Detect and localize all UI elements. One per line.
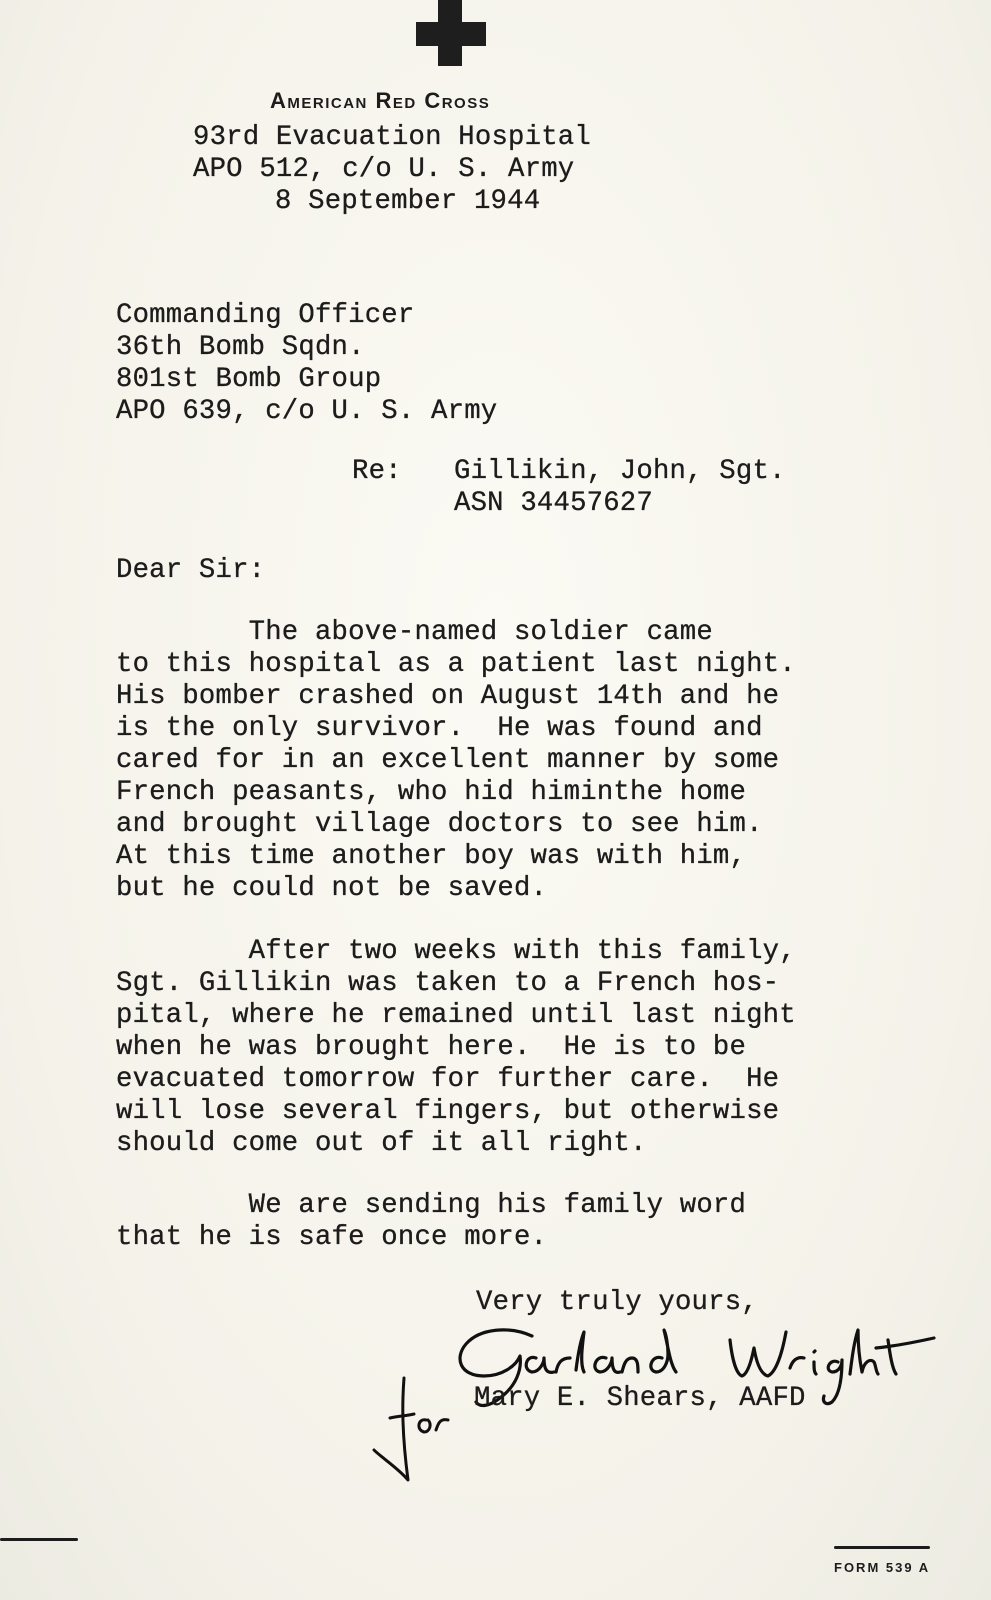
organization-name: American Red Cross — [270, 88, 491, 113]
letterhead-line: 93rd Evacuation Hospital — [193, 122, 591, 153]
recipient-line: Commanding Officer — [116, 300, 415, 331]
re-line: Gillikin, John, Sgt. — [454, 456, 786, 487]
re-line: ASN 34457627 — [454, 488, 653, 519]
re-subject — [454, 456, 786, 520]
body-paragraph-2: After two weeks with this family, Sgt. Gillikin was taken to a French hos- pital, where he remained until last night when he was brought here. He is to be evacuated tomorrow for further care. He will lose several fingers, but otherwise should come out of it all right. — [116, 936, 796, 1159]
recipient-line: 36th Bomb Sqdn. — [116, 332, 365, 363]
recipient-line: 801st Bomb Group — [116, 364, 382, 395]
body-paragraph-3: We are sending his family word that he is safe once more. — [116, 1190, 747, 1253]
letterhead-address — [193, 122, 591, 218]
recipient-address — [116, 300, 497, 428]
recipient-line: APO 639, c/o U. S. Army — [116, 396, 498, 427]
for-mark — [368, 1364, 458, 1504]
closing: Very truly yours, — [476, 1287, 758, 1318]
re-label: Re: — [352, 456, 402, 487]
form-number-rule — [834, 1546, 930, 1549]
letterhead-line: APO 512, c/o U. S. Army — [193, 154, 575, 185]
body-paragraph-1: The above-named soldier came to this hospital as a patient last night. His bomber crashed on August 14th and he is the only survivor. He was found and cared for in an excellent manner by some French peasants, who hid himinthe home and brought village doctors to see him. At this time another boy was with him, but he could not be saved. — [116, 617, 796, 904]
red-cross-emblem-icon — [416, 0, 486, 68]
edge-rule-left — [0, 1538, 78, 1541]
salutation: Dear Sir: — [116, 555, 266, 586]
typed-signatory-name: Mary E. Shears, AAFD — [474, 1383, 806, 1414]
letter-date: 8 September 1944 — [275, 186, 541, 217]
form-number: FORM 539 A — [834, 1560, 931, 1575]
